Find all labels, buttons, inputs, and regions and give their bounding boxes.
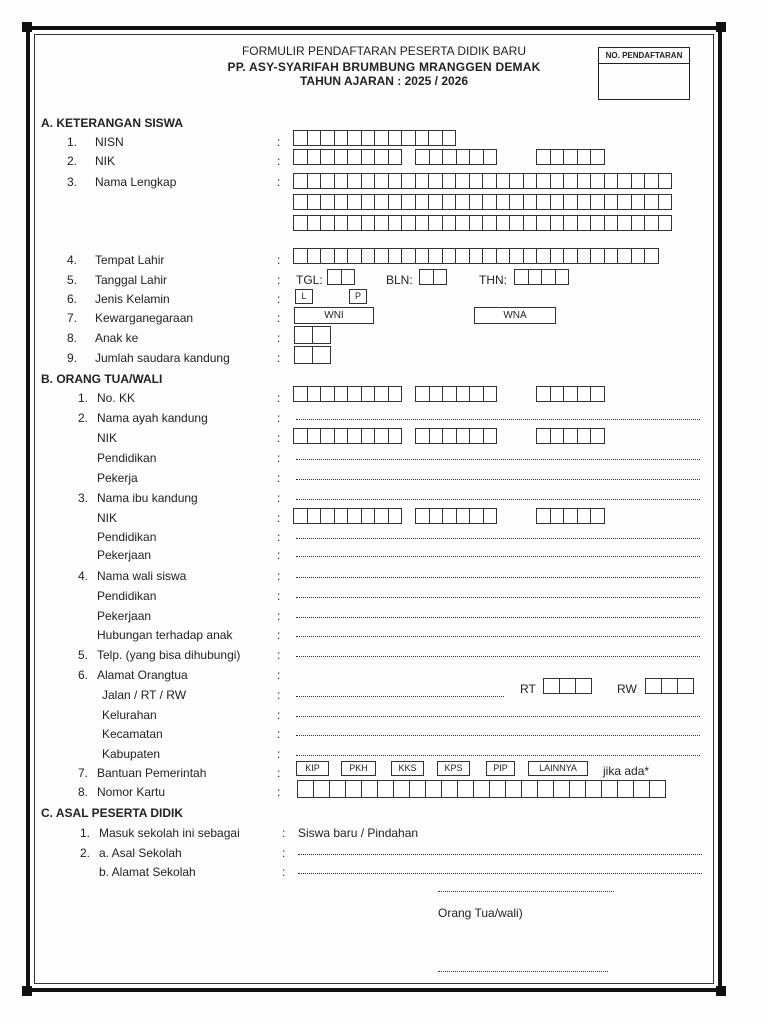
birthdate-label: Tanggal Lahir: [95, 273, 168, 287]
row-number: 3.: [67, 175, 78, 189]
gender-female-checkbox[interactable]: P: [349, 289, 367, 304]
guardian-relation-input[interactable]: [296, 635, 700, 637]
gender-label: Jenis Kelamin: [95, 292, 170, 306]
signature-line[interactable]: [438, 970, 608, 972]
regency-label: Kabupaten: [102, 747, 161, 761]
row-number: 1.: [67, 135, 78, 149]
card-number-input[interactable]: [297, 780, 665, 796]
siblings-label: Jumlah saudara kandung: [95, 351, 230, 365]
guardian-occupation-input[interactable]: [296, 616, 700, 618]
guardian-education-label: Pendidikan: [97, 589, 157, 603]
nik-label: NIK: [95, 154, 116, 168]
origin-school-label: a. Asal Sekolah: [99, 846, 182, 860]
birth-day-input[interactable]: [327, 269, 354, 285]
district-input[interactable]: [296, 734, 700, 736]
day-label: TGL:: [296, 273, 323, 287]
school-name: PP. ASY-SYARIFAH BRUMBUNG MRANGGEN DEMAK: [227, 60, 541, 74]
guardian-name-input[interactable]: [296, 576, 700, 578]
school-address-input[interactable]: [298, 872, 702, 874]
section-a-title: A. KETERANGAN SISWA: [41, 116, 184, 130]
row-number: 2.: [78, 411, 89, 425]
registration-number-label: NO. PENDAFTARAN: [599, 48, 689, 64]
birthplace-label: Tempat Lahir: [95, 253, 165, 267]
rt-label: RT: [520, 682, 536, 696]
entry-type-options[interactable]: Siswa baru / Pindahan: [298, 826, 419, 840]
nik-input-part1[interactable]: [293, 149, 401, 165]
father-name-label: Nama ayah kandung: [97, 411, 208, 425]
row-number: 6.: [78, 668, 89, 682]
father-name-input[interactable]: [296, 418, 700, 420]
border-corner: [716, 22, 726, 32]
village-label: Kelurahan: [102, 708, 157, 722]
row-number: 4.: [67, 253, 78, 267]
row-number: 7.: [78, 766, 89, 780]
mother-name-label: Nama ibu kandung: [97, 491, 198, 505]
row-number: 5.: [78, 648, 89, 662]
row-number: 2.: [67, 154, 78, 168]
family-card-input-part3[interactable]: [536, 386, 604, 402]
father-nik-input-part2[interactable]: [415, 428, 496, 444]
school-address-label: b. Alamat Sekolah: [99, 865, 196, 879]
aid-pkh-checkbox[interactable]: PKH: [341, 761, 376, 776]
district-label: Kecamatan: [102, 727, 163, 741]
guardian-name-label: Nama wali siswa: [97, 569, 187, 583]
row-number: 8.: [67, 331, 78, 345]
regency-input[interactable]: [296, 754, 700, 756]
section-b-title: B. ORANG TUA/WALI: [41, 372, 163, 386]
gender-male-checkbox[interactable]: L: [295, 289, 313, 304]
gov-aid-label: Bantuan Pemerintah: [97, 766, 207, 780]
mother-nik-label: NIK: [97, 511, 118, 525]
full-name-label: Nama Lengkap: [95, 175, 177, 189]
section-c-title: C. ASAL PESERTA DIDIK: [41, 806, 184, 820]
mother-occupation-label: Pekerjaan: [97, 548, 152, 562]
academic-year: TAHUN AJARAN : 2025 / 2026: [299, 74, 469, 88]
phone-input[interactable]: [296, 655, 700, 657]
aid-other-checkbox[interactable]: LAINNYA: [528, 761, 588, 776]
mother-nik-input-part3[interactable]: [536, 508, 604, 524]
father-nik-label: NIK: [97, 431, 118, 445]
street-label: Jalan / RT / RW: [102, 688, 187, 702]
father-occupation-input[interactable]: [296, 478, 700, 480]
father-education-input[interactable]: [296, 458, 700, 460]
father-nik-input-part1[interactable]: [293, 428, 401, 444]
rw-label: RW: [617, 682, 637, 696]
row-number: 3.: [78, 491, 89, 505]
border-corner: [716, 986, 726, 996]
phone-label: Telp. (yang bisa dihubungi): [97, 648, 241, 662]
mother-name-input[interactable]: [296, 498, 700, 500]
full-name-input-line3[interactable]: [293, 215, 671, 231]
row-number: 6.: [67, 292, 78, 306]
entry-type-label: Masuk sekolah ini sebagai: [99, 826, 240, 840]
guardian-occupation-label: Pekerjaan: [97, 609, 152, 623]
nik-input-part3[interactable]: [536, 149, 604, 165]
aid-pip-checkbox[interactable]: PIP: [486, 761, 515, 776]
row-number: 9.: [67, 351, 78, 365]
father-education-label: Pendidikan: [97, 451, 157, 465]
street-input[interactable]: [296, 695, 504, 697]
signature-label: Orang Tua/wali): [438, 906, 523, 920]
nationality-wni-checkbox[interactable]: WNI: [294, 307, 374, 324]
village-input[interactable]: [296, 715, 700, 717]
card-number-label: Nomor Kartu: [97, 785, 166, 799]
row-number: 7.: [67, 311, 78, 325]
full-name-input-line1[interactable]: [293, 173, 671, 189]
nationality-label: Kewarganegaraan: [95, 311, 194, 325]
border-corner: [22, 986, 32, 996]
nisn-input[interactable]: [293, 130, 455, 146]
siblings-input[interactable]: [294, 346, 330, 362]
month-label: BLN:: [386, 273, 413, 287]
mother-education-label: Pendidikan: [97, 530, 157, 544]
aid-kps-checkbox[interactable]: KPS: [437, 761, 470, 776]
father-nik-input-part3[interactable]: [536, 428, 604, 444]
father-occupation-label: Pekerja: [97, 471, 138, 485]
family-card-input-part2[interactable]: [415, 386, 496, 402]
mother-nik-input-part1[interactable]: [293, 508, 401, 524]
family-card-label: No. KK: [97, 391, 136, 405]
family-card-input-part1[interactable]: [293, 386, 401, 402]
form-title: FORMULIR PENDAFTARAN PESERTA DIDIK BARU: [241, 44, 527, 58]
row-number: 2.: [80, 846, 91, 860]
child-order-label: Anak ke: [95, 331, 139, 345]
row-number: 1.: [78, 391, 89, 405]
mother-nik-input-part2[interactable]: [415, 508, 496, 524]
border-corner: [22, 22, 32, 32]
aid-kip-checkbox[interactable]: KIP: [296, 761, 329, 776]
year-label: THN:: [479, 273, 507, 287]
mother-occupation-input[interactable]: [296, 555, 700, 557]
row-number: 4.: [78, 569, 89, 583]
birth-month-input[interactable]: [419, 269, 446, 285]
nik-input-part2[interactable]: [415, 149, 496, 165]
nationality-wna-checkbox[interactable]: WNA: [474, 307, 556, 324]
aid-kks-checkbox[interactable]: KKS: [391, 761, 424, 776]
row-number: 8.: [78, 785, 89, 799]
child-order-input[interactable]: [294, 326, 330, 342]
rw-input[interactable]: [645, 678, 693, 694]
birthplace-input[interactable]: [293, 248, 658, 264]
birth-year-input[interactable]: [514, 269, 568, 285]
row-number: 5.: [67, 273, 78, 287]
signature-date-line[interactable]: [438, 890, 614, 892]
aid-note: jika ada*: [603, 764, 650, 778]
guardian-education-input[interactable]: [296, 596, 700, 598]
rt-input[interactable]: [543, 678, 591, 694]
origin-school-input[interactable]: [298, 853, 702, 855]
full-name-input-line2[interactable]: [293, 194, 671, 210]
guardian-relation-label: Hubungan terhadap anak: [97, 628, 233, 642]
nisn-label: NISN: [95, 135, 124, 149]
registration-number-box[interactable]: [598, 47, 690, 100]
parent-address-label: Alamat Orangtua: [97, 668, 188, 682]
row-number: 1.: [80, 826, 91, 840]
mother-education-input[interactable]: [296, 537, 700, 539]
